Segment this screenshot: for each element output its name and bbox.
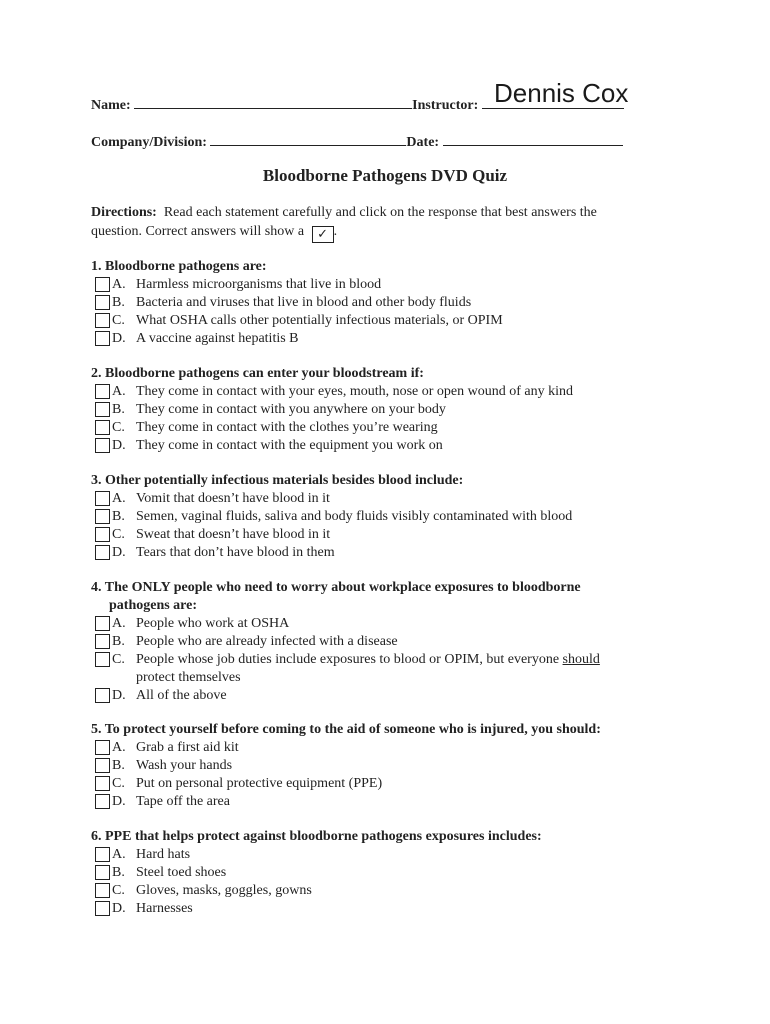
check-sample-icon: ✓: [312, 226, 334, 243]
checkbox[interactable]: [95, 652, 110, 667]
option-d[interactable]: [91, 330, 671, 348]
option-a[interactable]: [91, 615, 671, 633]
checkbox[interactable]: [95, 331, 110, 346]
option-text: All of the above: [136, 688, 227, 703]
option-c[interactable]: [91, 882, 671, 900]
option-a[interactable]: [91, 383, 671, 401]
question-5: [91, 721, 671, 811]
option-c[interactable]: [91, 526, 671, 544]
option-text: What OSHA calls other potentially infectious materials, or OPIM: [136, 313, 503, 328]
company-label: Company/Division:: [91, 135, 207, 150]
checkbox[interactable]: [95, 295, 110, 310]
checkbox[interactable]: [95, 865, 110, 880]
option-letter: C.: [112, 527, 125, 542]
option-letter: C.: [112, 652, 125, 667]
date-label: Date:: [406, 135, 440, 150]
option-c[interactable]: [91, 651, 671, 687]
question-text-cont: pathogens are:: [109, 598, 198, 613]
option-b[interactable]: [91, 294, 671, 312]
option-letter: B.: [112, 865, 125, 880]
checkbox[interactable]: [95, 776, 110, 791]
question-text: 3. Other potentially infectious materials besides blood include:: [91, 473, 464, 488]
option-text: They come in contact with you anywhere on your body: [136, 402, 446, 417]
option-text: Bacteria and viruses that live in blood and other body fluids: [136, 295, 472, 310]
directions-end: .: [333, 224, 338, 239]
option-a[interactable]: [91, 276, 671, 294]
question-2: [91, 365, 671, 455]
option-letter: C.: [112, 776, 125, 791]
option-letter: A.: [112, 847, 126, 862]
option-text: People who work at OSHA: [136, 616, 290, 631]
option-text: People who are already infected with a disease: [136, 634, 398, 649]
option-text-underlined: should: [562, 652, 600, 667]
option-text: Harmless microorganisms that live in blood: [136, 277, 382, 292]
option-b[interactable]: [91, 864, 671, 882]
question-text: 6. PPE that helps protect against bloodborne pathogens exposures includes:: [91, 829, 542, 844]
option-text: Put on personal protective equipment (PPE): [136, 776, 383, 791]
name-label: Name:: [91, 98, 131, 113]
option-letter: D.: [112, 331, 126, 346]
option-letter: B.: [112, 758, 125, 773]
option-d[interactable]: [91, 544, 671, 562]
checkbox[interactable]: [95, 420, 110, 435]
option-c[interactable]: [91, 312, 671, 330]
name-field[interactable]: [134, 94, 412, 109]
option-c[interactable]: [91, 419, 671, 437]
checkbox[interactable]: [95, 509, 110, 524]
checkbox[interactable]: [95, 402, 110, 417]
question-1: [91, 258, 671, 348]
option-letter: B.: [112, 295, 125, 310]
option-text: They come in contact with the equipment you work on: [136, 438, 443, 453]
option-text: Gloves, masks, goggles, gowns: [136, 883, 312, 898]
option-letter: D.: [112, 438, 126, 453]
option-text: Wash your hands: [136, 758, 233, 773]
option-text-part: People whose job duties include exposures to blood or OPIM, but everyone: [136, 652, 560, 667]
checkbox[interactable]: [95, 740, 110, 755]
option-text: A vaccine against hepatitis B: [136, 331, 299, 346]
directions-text: Read each statement carefully and click on the response that best answers the question. Correct answers will show a: [91, 205, 597, 239]
question-text: 1. Bloodborne pathogens are:: [91, 259, 267, 274]
checkbox[interactable]: [95, 758, 110, 773]
checkbox[interactable]: [95, 491, 110, 506]
option-letter: B.: [112, 634, 125, 649]
option-text: They come in contact with the clothes you’re wearing: [136, 420, 438, 435]
directions: [91, 203, 651, 243]
option-letter: A.: [112, 384, 126, 399]
option-d[interactable]: [91, 687, 671, 705]
checkbox[interactable]: [95, 847, 110, 862]
option-text: Grab a first aid kit: [136, 740, 239, 755]
date-field[interactable]: [443, 131, 623, 146]
option-b[interactable]: [91, 633, 671, 651]
option-text: Sweat that doesn’t have blood in it: [136, 527, 331, 542]
option-text: Hard hats: [136, 847, 191, 862]
option-a[interactable]: [91, 846, 671, 864]
option-c[interactable]: [91, 775, 671, 793]
option-letter: A.: [112, 491, 126, 506]
question-4: [91, 579, 671, 705]
page-title: Bloodborne Pathogens DVD Quiz: [262, 166, 508, 185]
option-letter: A.: [112, 616, 126, 631]
option-letter: D.: [112, 688, 126, 703]
checkbox[interactable]: [95, 384, 110, 399]
option-b[interactable]: [91, 757, 671, 775]
question-text: 5. To protect yourself before coming to the aid of someone who is injured, you should:: [91, 722, 601, 737]
checkbox[interactable]: [95, 313, 110, 328]
option-text: Vomit that doesn’t have blood in it: [136, 491, 330, 506]
option-text: Harnesses: [136, 901, 193, 916]
instructor-value: Dennis Cox: [494, 78, 629, 108]
company-row: [91, 131, 623, 151]
checkbox[interactable]: [95, 527, 110, 542]
option-letter: A.: [112, 277, 126, 292]
instructor-label: Instructor:: [412, 98, 479, 113]
option-text: Semen, vaginal fluids, saliva and body fluids visibly contaminated with blood: [136, 509, 573, 524]
option-text: Steel toed shoes: [136, 865, 227, 880]
option-text: Tape off the area: [136, 794, 230, 809]
option-text: Tears that don’t have blood in them: [136, 545, 335, 560]
directions-label: Directions:: [91, 205, 157, 220]
option-d[interactable]: [91, 900, 671, 918]
checkbox[interactable]: [95, 277, 110, 292]
checkbox[interactable]: [95, 616, 110, 631]
checkbox[interactable]: [95, 883, 110, 898]
option-text: [136, 651, 676, 687]
option-b[interactable]: [91, 401, 671, 419]
option-letter: B.: [112, 402, 125, 417]
question-text: 2. Bloodborne pathogens can enter your bloodstream if:: [91, 366, 424, 381]
checkbox[interactable]: [95, 634, 110, 649]
option-letter: C.: [112, 313, 125, 328]
checkbox[interactable]: [95, 688, 110, 703]
option-b[interactable]: [91, 508, 671, 526]
question-text: 4. The ONLY people who need to worry about workplace exposures to bloodborne: [91, 580, 581, 595]
question-6: [91, 828, 671, 918]
checkbox[interactable]: [95, 438, 110, 453]
option-letter: C.: [112, 883, 125, 898]
option-d[interactable]: [91, 437, 671, 455]
option-letter: D.: [112, 901, 126, 916]
option-text-part: protect themselves: [136, 670, 241, 685]
option-letter: A.: [112, 740, 126, 755]
question-3: [91, 472, 671, 562]
option-text: They come in contact with your eyes, mouth, nose or open wound of any kind: [136, 384, 574, 399]
option-letter: D.: [112, 794, 126, 809]
checkbox[interactable]: [95, 545, 110, 560]
option-a[interactable]: [91, 490, 671, 508]
option-letter: C.: [112, 420, 125, 435]
option-letter: D.: [112, 545, 126, 560]
option-a[interactable]: [91, 739, 671, 757]
option-letter: B.: [112, 509, 125, 524]
option-d[interactable]: [91, 793, 671, 811]
checkbox[interactable]: [95, 794, 110, 809]
company-field[interactable]: [210, 131, 406, 146]
checkbox[interactable]: [95, 901, 110, 916]
